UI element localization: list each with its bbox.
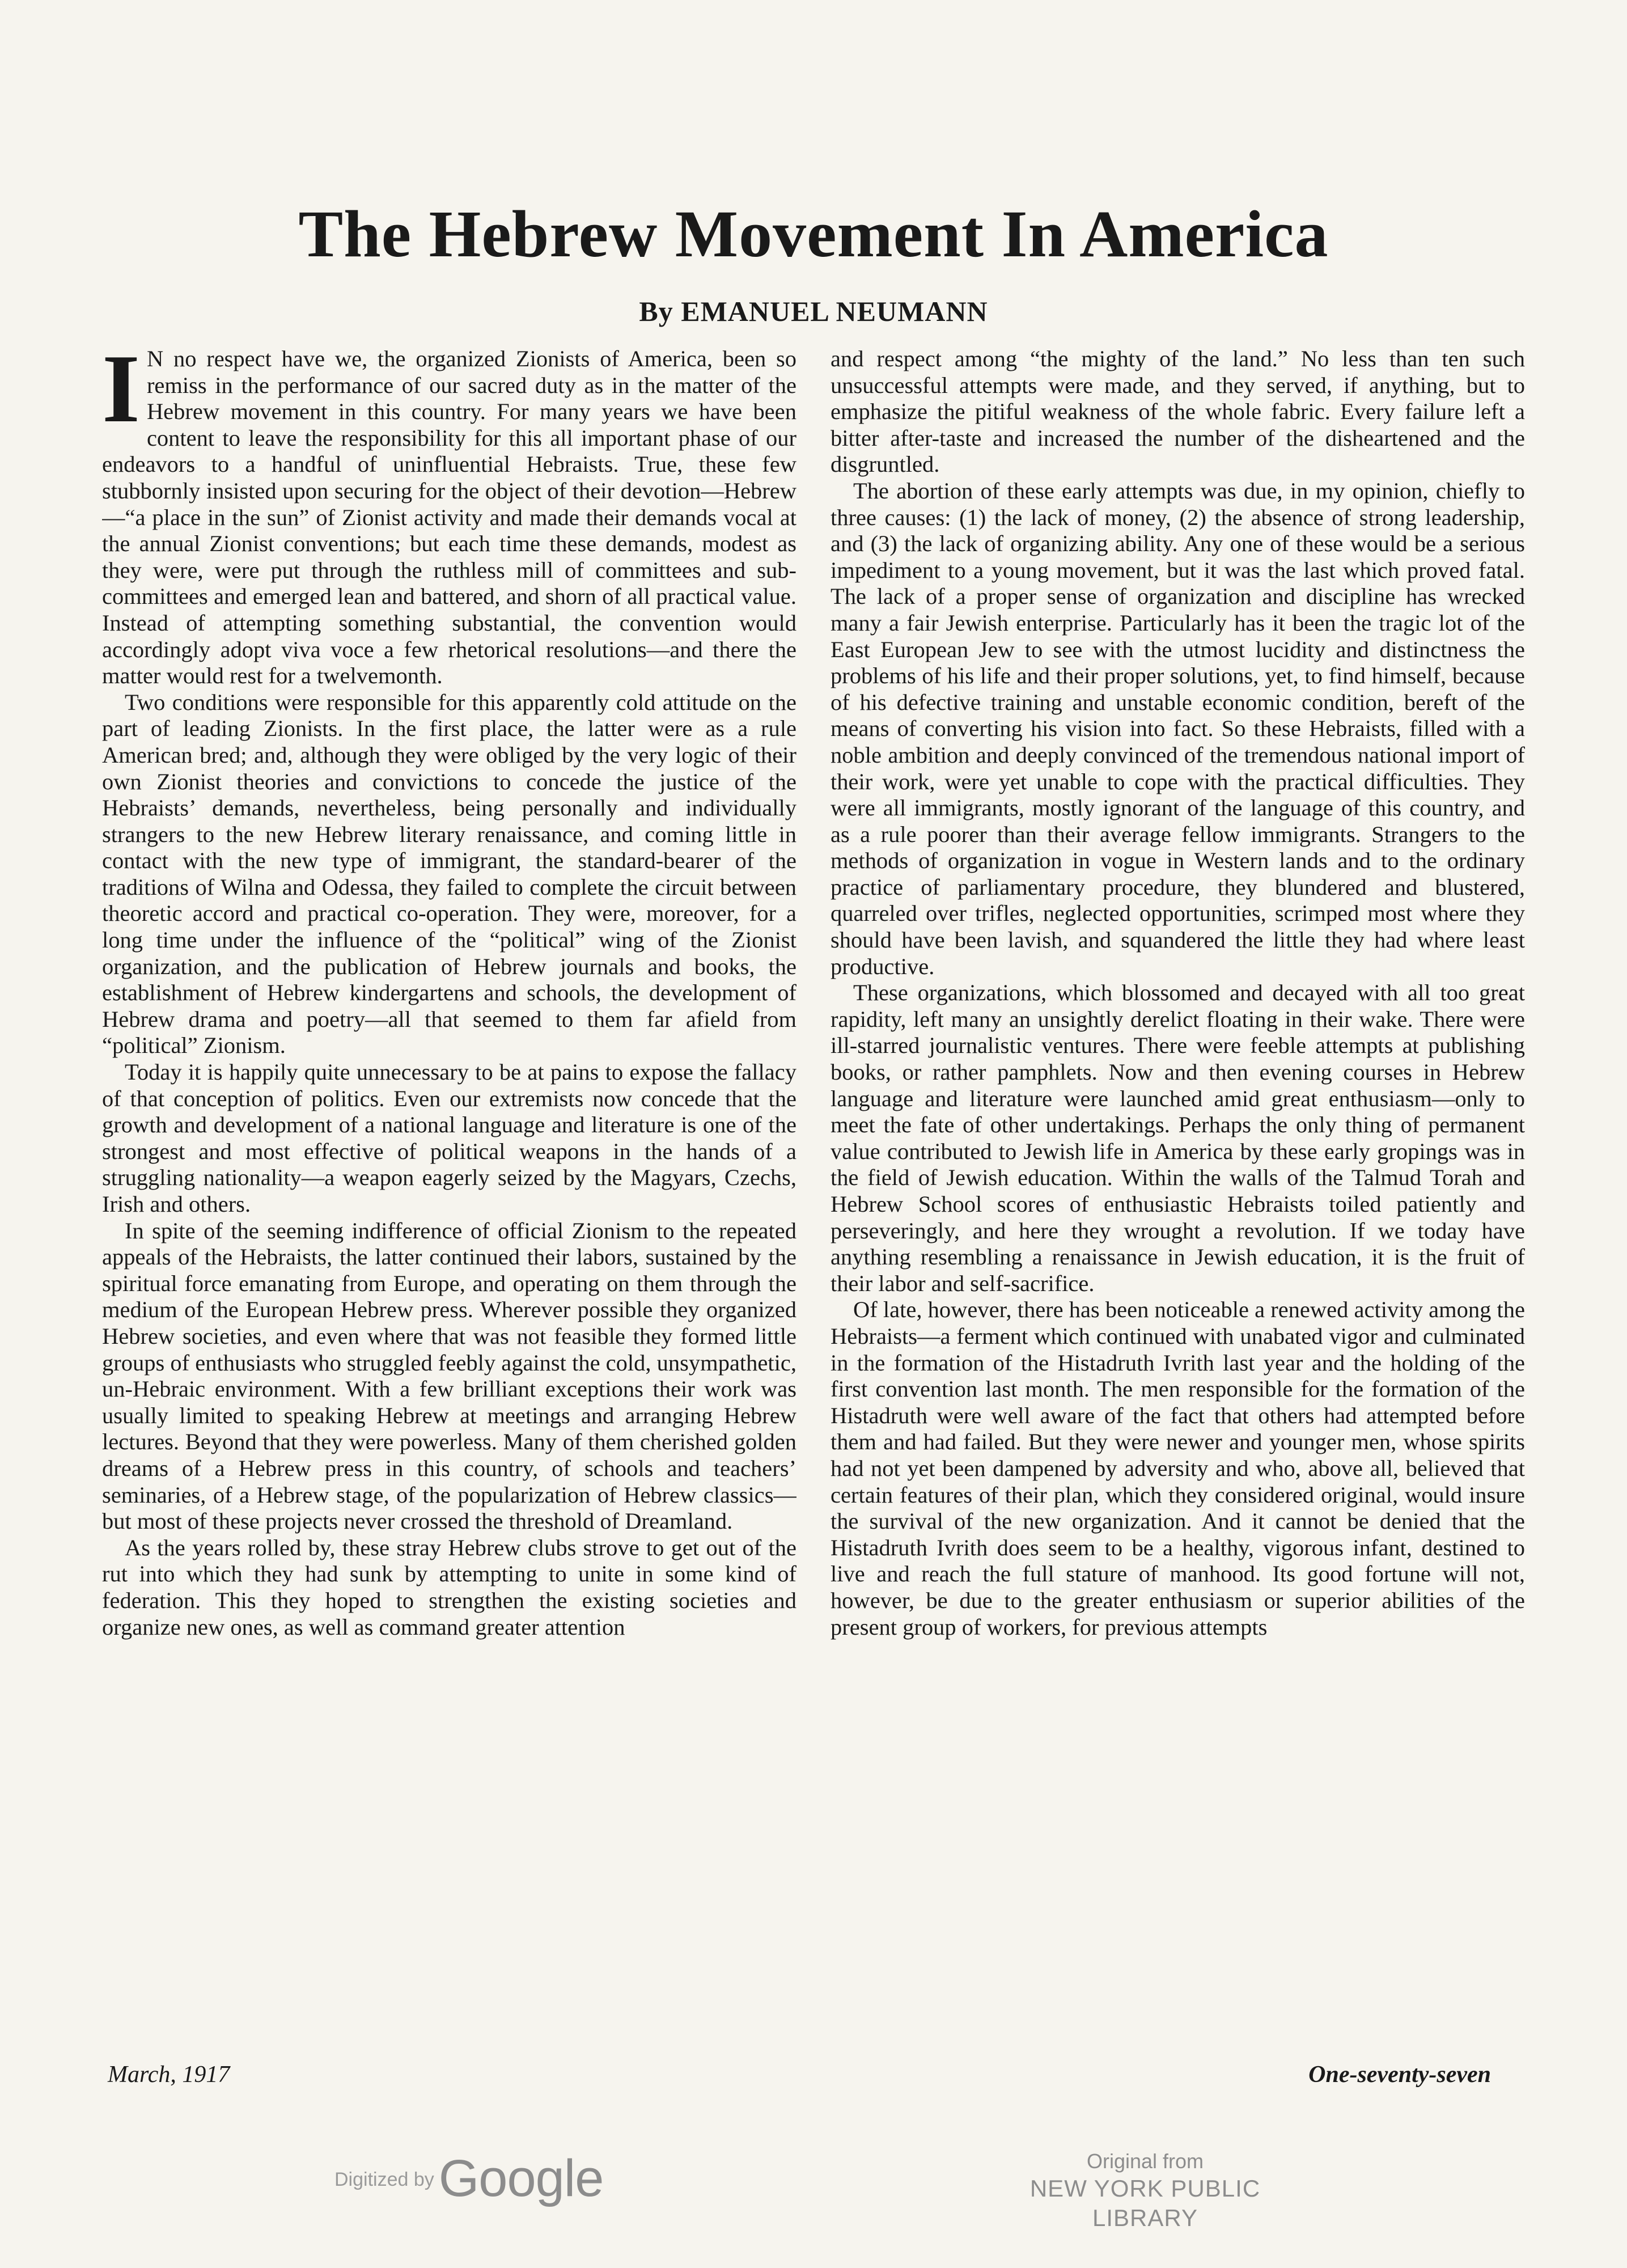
paragraph-6: and respect among “the mighty of the land.” No less than ten such unsuccessful attempts were made, and they served, if anything, but to emphasize the pitiful weakness of the whole fabric. Every failure left a bitter after-taste and increased the number of the disheartened and the disgruntled. <box>831 346 1525 477</box>
paragraph-3: Today it is happily quite unnecessary to be at pains to expose the fallacy of that conception of politics. Even our extremists now concede that the growth and development of a national language and literature is one of the strongest and most effective of political weapons in the hands of a struggling nationality—a weapon eagerly seized by the Magyars, Czechs, Irish and others. <box>102 1059 796 1217</box>
footer-date: March, 1917 <box>108 2062 230 2088</box>
byline: By EMANUEL NEUMANN <box>639 295 988 327</box>
right-column <box>831 346 1525 2038</box>
drop-cap: I <box>102 346 140 443</box>
digitized-by-label: Digitized by <box>334 2169 434 2190</box>
original-from-label: Original from <box>1086 2149 1204 2173</box>
left-column <box>102 346 796 2038</box>
paragraph-4: In spite of the seeming indifference of official Zionism to the repeated appeals of the Hebraists, the latter continued their labors, sustained by the spiritual force emanating from Europe, and operating on them through the medium of the European Hebrew press. Wherever possible they organized Hebrew societies, and even where that was not feasible they formed little groups of enthusiasts who struggled feebly against the cold, unsympathetic, un-Hebraic environment. With a few brilliant exceptions their work was usually limited to speaking Hebrew at meetings and arranging Hebrew lectures. Beyond that they were powerless. Many of them cherished golden dreams of a Hebrew press in this country, of schools and teachers’ seminaries, of a Hebrew stage, of the popularization of Hebrew classics—but most of these projects never crossed the threshold of Dreamland. <box>102 1217 796 1534</box>
digitized-watermark <box>334 2149 603 2208</box>
library-watermark <box>975 2149 1315 2233</box>
footer-page-number: One-seventy-seven <box>1308 2062 1491 2088</box>
paragraph-2: Two conditions were responsible for this apparently cold attitude on the part of leading Zionists. In the first place, the latter were as a rule American bred; and, although they were obliged by the very logic of their own Zionist theories and convictions to concede the justice of the Hebraists’ demands, nevertheless, being personally and individually strangers to the new Hebrew literary renaissance, and coming little in contact with the new type of immigrant, the standard-bearer of the traditions of Wilna and Odessa, they failed to complete the circuit between theoretic accord and practical co-operation. They were, moreover, for a long time under the influence of the “political” wing of the Zionist organization, and the publication of Hebrew journals and books, the establishment of Hebrew kindergartens and schools, the development of Hebrew drama and poetry—all that seemed to them far afield from “political” Zionism. <box>102 689 796 1059</box>
library-name: NEW YORK PUBLIC LIBRARY <box>1029 2175 1261 2231</box>
google-logo: Google <box>438 2149 604 2207</box>
paragraph-9: Of late, however, there has been noticeable a renewed activity among the Hebraists—a ferment which continued with unabated vigor and culminated in the formation of the Histadruth Ivrith last year and the holding of the first convention last month. The men responsible for the formation of the Histadruth were well aware of the fact that others had attempted before them and had failed. But they were newer and younger men, whose spirits had not yet been dampened by adversity and who, above all, believed that certain features of their plan, which they considered original, would insure the survival of the new organization. And it cannot be denied that the Histadruth Ivrith does seem to be a healthy, vigorous infant, destined to live and reach the full stature of manhood. Its good fortune will not, however, be due to the greater enthusiasm or superior abilities of the present group of workers, for previous attempts <box>831 1297 1525 1640</box>
paragraph-5: As the years rolled by, these stray Hebrew clubs strove to get out of the rut into which they had sunk by attempting to unite in some kind of federation. This they hoped to strengthen the existing societies and organize new ones, as well as command greater attention <box>102 1534 796 1640</box>
paragraph-8: These organizations, which blossomed and decayed with all too great rapidity, left many an unsightly derelict floating in their wake. There were ill-starred journalistic ventures. There were feeble attempts at publishing books, or rather pamphlets. Now and then evening courses in Hebrew language and literature were launched amid great enthusiasm—only to meet the fate of other undertakings. Perhaps the only thing of permanent value contributed to Jewish life in America by these early gropings was in the field of Jewish education. Within the walls of the Talmud Torah and Hebrew School scores of enthusiastic Hebraists toiled patiently and perseveringly, and here they wrought a revolution. If we today have anything resembling a renaissance in Jewish education, it is the fruit of their labor and self-sacrifice. <box>831 980 1525 1296</box>
article-title: The Hebrew Movement In America <box>298 197 1329 271</box>
paragraph-text: N no respect have we, the organized Zionists of America, been so remiss in the performance of our sacred duty as in the matter of the Hebrew movement in this country. For many years we have been content to leave the responsibility for this all important phase of our endeavors to a handful of uninfluential Hebraists. True, these few stubbornly insisted upon securing for the object of their devotion—Hebrew—“a place in the sun” of Zionist activity and made their demands vocal at the annual Zionist conventions; but each time these demands, modest as they were, were put through the ruthless mill of committees and sub-committees and emerged lean and battered, and shorn of all practical value. Instead of attempting something substantial, the convention would accordingly adopt viva voce a few rhetorical resolutions—and there the matter would rest for a twelvemonth. <box>102 346 796 689</box>
paragraph-1 <box>102 346 796 689</box>
paragraph-7: The abortion of these early attempts was due, in my opinion, chiefly to three causes: (1) the lack of money, (2) the absence of strong leadership, and (3) the lack of organizing ability. Any one of these would be a serious impediment to a young movement, but it was the last which proved fatal. The lack of a proper sense of organization and discipline has wrecked many a fair Jewish enterprise. Particularly has it been the tragic lot of the East European Jew to see with the utmost lucidity and distinctness the problems of his life and their proper solutions, yet, to find himself, because of his defective training and unstable economic condition, bereft of the means of converting his vision into fact. So these Hebraists, filled with a noble ambition and deeply convinced of the tremendous national import of their work, were yet unable to cope with the practical difficulties. They were all immigrants, mostly ignorant of the language of this country, and as a rule poorer than their average fellow immigrants. Strangers to the methods of organization in vogue in Western lands and to the ordinary practice of parliamentary procedure, they blundered and blustered, quarreled over trifles, neglected opportunities, scrimped most where they should have been lavish, and squandered the little they had where least productive. <box>831 477 1525 979</box>
